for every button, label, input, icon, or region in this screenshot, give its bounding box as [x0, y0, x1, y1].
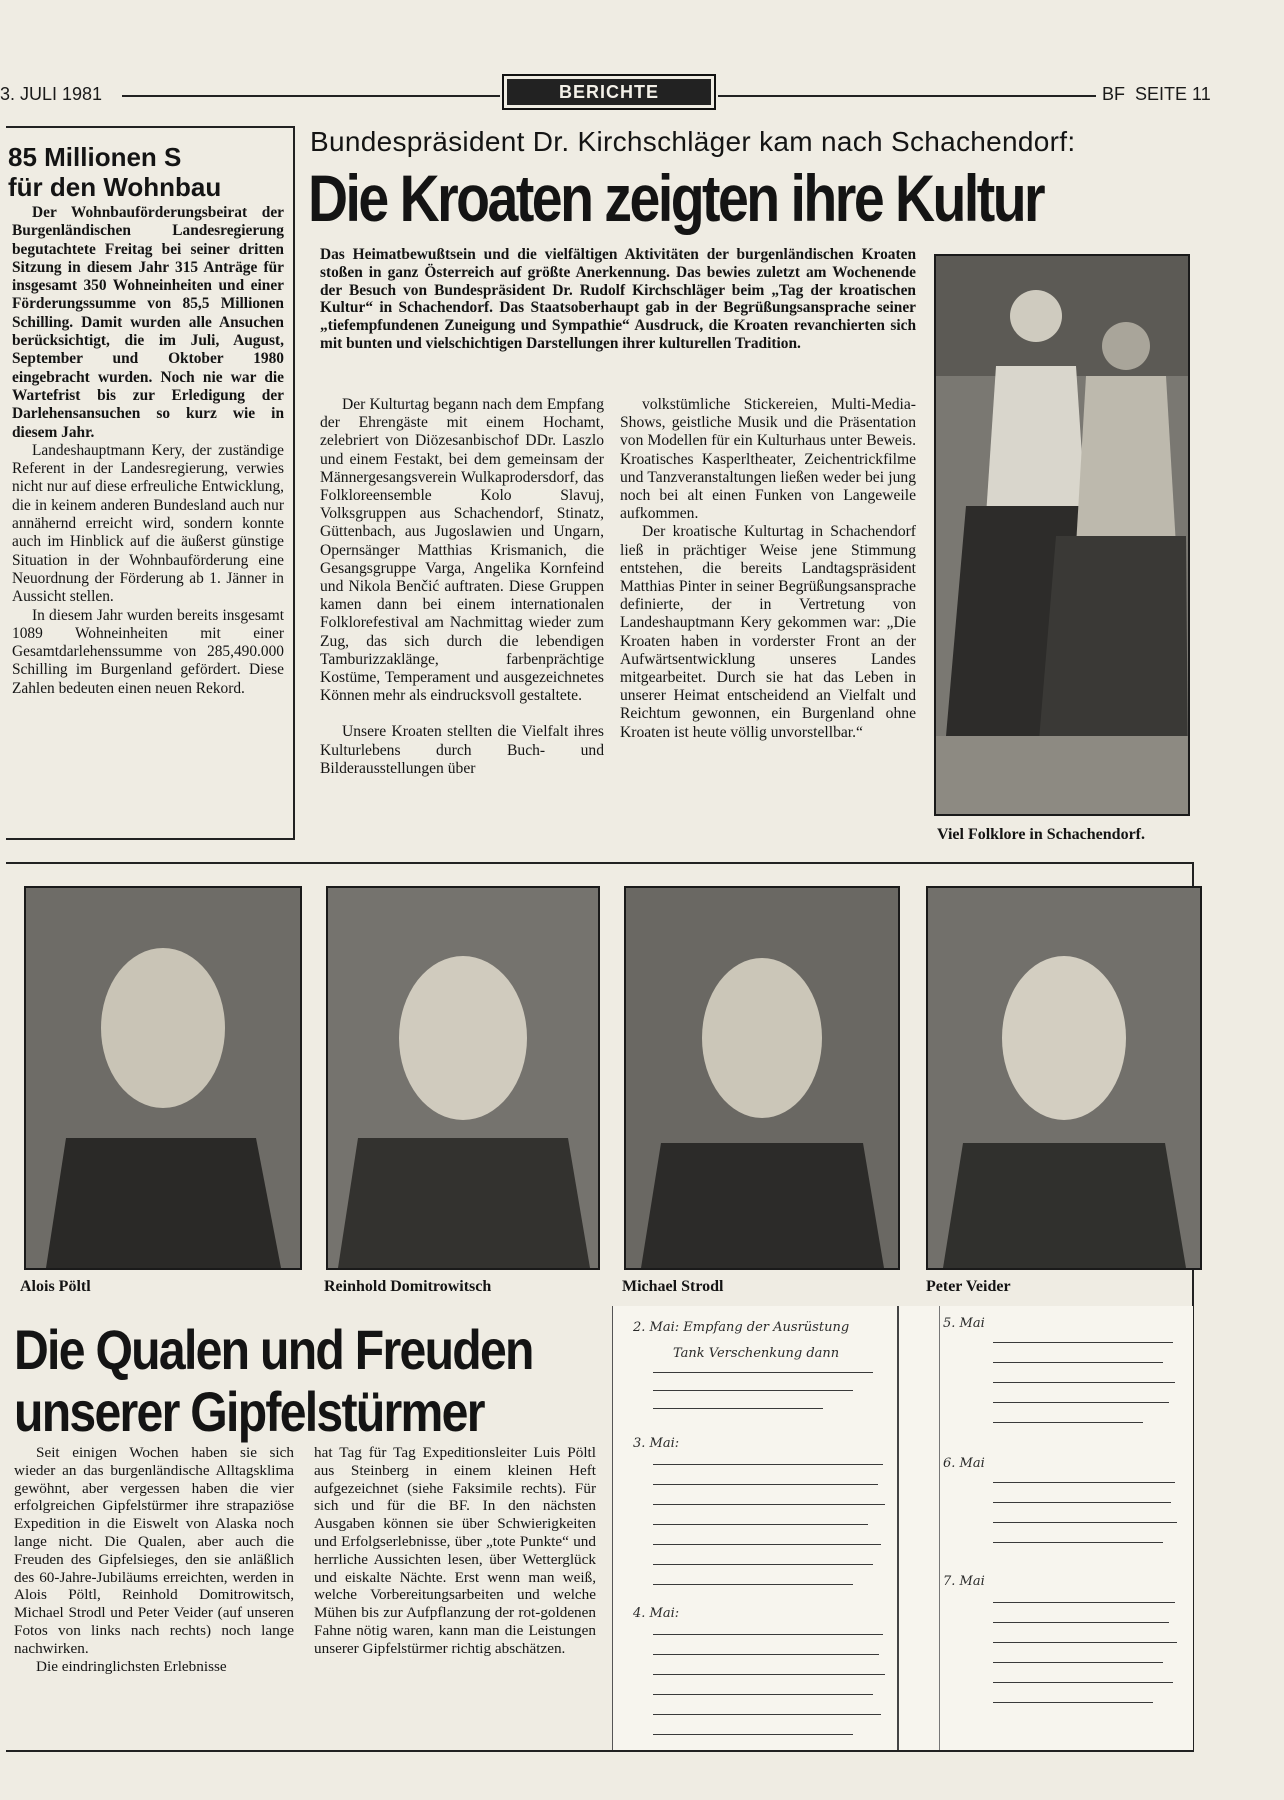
section-label: BERICHTE [507, 79, 711, 105]
sidebar-title-line1: 85 Millionen S [8, 142, 182, 172]
section-badge [502, 74, 716, 110]
diary-left-entry-4: 4. Mai: [633, 1606, 680, 1621]
portrait-reinhold-domitrowitsch [326, 886, 600, 1270]
diary-margin-line [939, 1306, 940, 1750]
diary-left-entry-1: 2. Mai: Empfang der Ausrüstung [633, 1320, 850, 1335]
article1-col2-p2: Der kroatische Kulturtag in Schachendorf ließ in prächtiger Weise jene Stimmung entstehen, die bereits Landtagspräsident Matthias Pinter in seiner Begrüßungsansprache definierte, der in Vertretung von Landeshauptmann Kery gekommen war: „Die Kroaten haben in vorderster Front an der Aufwärtsentwicklung unseres Landes mitgearbeitet. Durch sie hat das Leben in unserer Heimat entscheidend an Vielfalt und Reichtum gewonnen, ein Burgenland ohne Kroaten ist heute völlig unvorstellbar.“ [620, 523, 916, 741]
folklore-photo-image [936, 256, 1188, 814]
article2-headline-line2: unserer Gipfelstürmer [14, 1380, 484, 1443]
article2-headline-line1: Die Qualen und Freuden [14, 1318, 533, 1381]
article2-col2-p1: hat Tag für Tag Expeditionsleiter Luis Pöltl aus Steinberg in einem kleinen Heft aufgezeichnet (siehe Faksimile rechts). Für sich und für die BF. In den nächsten Ausgaben können sie über Schwierigkeiten und Erfolgserlebnisse, über „tote Punkte“ und herrliche Aussichten lesen, über Wetterglück und eiskalte Nächte. Erst wenn man weiß, welche Vorbereitungsarbeiten und welche Mühen bis zur Aufpflanzung der rot-goldenen Fahne nötig waren, kann man die Leistungen unserer Gipfelstürmer richtig abschätzen. [314, 1444, 596, 1657]
sidebar-title [8, 142, 288, 202]
portrait-image-3 [626, 888, 898, 1268]
article1-column2 [620, 396, 916, 742]
sidebar-title-line2: für den Wohnbau [8, 172, 222, 202]
portrait-alois-poeltl [24, 886, 302, 1270]
portrait-image-1 [26, 888, 300, 1268]
article2-column2 [314, 1444, 596, 1658]
sidebar-text [12, 204, 284, 698]
portrait-michael-strodl [624, 886, 900, 1270]
diary-right-entry-3: 7. Mai [943, 1574, 985, 1589]
article2-col1-p1: Seit einigen Wochen haben sie sich wieder an das burgenländische Alltagsklima gewöhnt, aber vergessen haben die vier erfolgreichen Gipfelstürmer ihre strapaziöse Expedition in die Eiswelt von Alaska noch lange nicht. Die Qualen, aber auch die Freuden des Gipfelsieges, den sie anläßlich des 60-Jahre-Jubiläums erreichten, werden in Alois Pöltl, Reinhold Domitrowitsch, Michael Strodl und Peter Veider (auf unseren Fotos von links nach rechts) noch lange nachwirken. [14, 1444, 294, 1657]
article1-col2-p1: volkstümliche Stickereien, Multi-Media-Shows, geistliche Musik und die Präsentation von Modellen für ein Kulturhaus unter Beweis. Kroatisches Kasperltheater, Zeichentrickfilme und Tanzveranstaltungen ließen weder bei jung noch bei alt einen Funken von Langeweile aufkommen. [620, 396, 916, 523]
portrait-caption-4: Peter Veider [926, 1278, 1011, 1295]
sidebar-para3: In diesem Jahr wurden bereits insgesamt 1089 Wohneinheiten mit einer Gesamtdarlehenssumme von 285,490.000 Schilling im Burgenland gefördert. Diese Zahlen bedeuten einen neuen Rekord. [12, 606, 284, 697]
article1-col1-p1: Der Kulturtag begann nach dem Empfang der Ehrengäste mit einem Hochamt, zelebriert von Diözesanbischof DDr. Laszlo und einem Festakt, bei dem gemeinsam der Männergesangsverein Wulkaprodersdorf, das Folkloreensemble Kolo Slavuj, Volksgruppen aus Schachendorf, Stinatz, Güttenbach, aus Jugoslawien und Ungarn, Opernsänger Matthias Krismanich, die Gesangsgruppe Varga, Angelika Kornfeind und Nikola Benčić auftraten. Diese Gruppen kamen dann bei einem internationalen Folklorefestival am Nachmittag wieder zum Zug, das sich durch die lebendigen Tamburizzaklänge, farbenprächtige Kostüme, Temperament und ausgezeichnetes Können mehr als eindrucksvoll gestaltete. [320, 396, 604, 705]
portrait-image-2 [328, 888, 598, 1268]
diary-left-entry-3: 3. Mai: [633, 1436, 680, 1451]
portrait-peter-veider [926, 886, 1202, 1270]
portrait-caption-1: Alois Pöltl [20, 1278, 91, 1295]
diary-right-entry-1: 5. Mai [943, 1316, 985, 1331]
article1-lead: Das Heimatbewußtsein und die vielfältigen Aktivitäten der burgenländischen Kroaten stoßen in ganz Österreich auf größte Anerkennung. Das bewies zuletzt am Wochenende der Besuch von Bundespräsident Dr. Rudolf Kirchschläger beim „Tag der kroatischen Kultur“ in Schachendorf. Das Staatsoberhaupt gab in der Begrüßungsansprache seiner „tiefempfundenen Zuneigung und Sympathie“ Ausdruck, die Kroaten revanchierten sich mit bunten und vielschichtigen Darstellungen ihrer kulturellen Tradition. [320, 246, 916, 352]
folklore-photo [934, 254, 1190, 816]
sidebar-para2: Landeshauptmann Kery, der zuständige Referent in der Landesregierung, verwies nicht nur auf diese erfreuliche Entwicklung, die in keinem anderen Bundesland auch nur annähernd erreicht wird, sondern konnte auch im Hinblick auf die äußerst günstige Situation in der Wohnbauförderung eine Neuordnung der Förderung ab 1. Jänner in Aussicht stellen. [12, 441, 284, 606]
diary-left-entry-2: Tank Verschenkung dann [673, 1346, 840, 1361]
issue-date: 3. JULI 1981 [0, 84, 103, 104]
masthead-rule-right [718, 95, 1096, 97]
page-number: BF SEITE 11 [1102, 84, 1211, 104]
portrait-caption-2: Reinhold Domitrowitsch [324, 1278, 492, 1295]
masthead-rule-left [122, 95, 500, 97]
article1-col1-p2: Unsere Kroaten stellten die Vielfalt ihres Kulturlebens durch Buch- und Bilderausstellungen über [320, 723, 604, 777]
sidebar-lead: Der Wohnbauförderungsbeirat der Burgenländischen Landesregierung begutachtete Freitag bei seiner dritten Sitzung in diesem Jahr 315 Anträge für insgesamt 350 Wohneinheiten und einer Förderungssumme von 85,5 Millionen Schilling. Damit wurden alle Ansuchen berücksichtigt, die im Juli, August, September und Oktober 1980 eingebracht wurden. Noch nie war die Wartefrist bis zur Erledigung der Darlehensansuchen so kurz wie in diesem Jahr. [12, 204, 284, 441]
portrait-image-4 [928, 888, 1200, 1268]
diary-facsimile [612, 1306, 1193, 1750]
folklore-photo-caption: Viel Folklore in Schachendorf. [937, 826, 1145, 843]
article1-column1 [320, 396, 604, 778]
article1-headline: Die Kroaten zeigten ihre Kultur [308, 161, 1044, 235]
portrait-caption-3: Michael Strodl [622, 1278, 724, 1295]
article2-col1-p2: Die eindringlichsten Erlebnisse [36, 1657, 227, 1675]
article2-column1 [14, 1444, 294, 1675]
article1-kicker: Bundespräsident Dr. Kirchschläger kam nach Schachendorf: [310, 126, 1076, 157]
diary-right-entry-2: 6. Mai [943, 1456, 985, 1471]
diary-page-divider [897, 1306, 899, 1750]
